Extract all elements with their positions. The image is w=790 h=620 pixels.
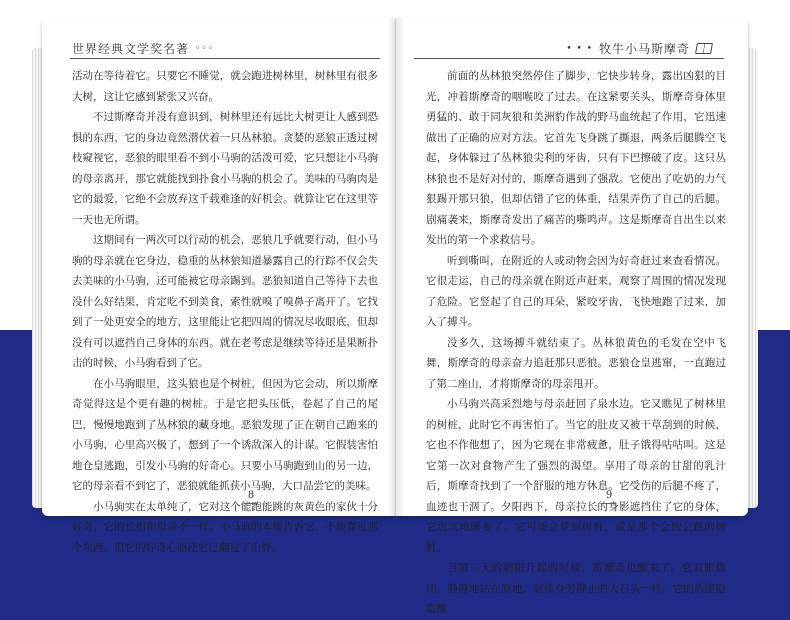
paragraph: 当第二天的朝阳升起的时候，斯摩奇也醒来了。它双眼微闭，静静地站在原地，就像身旁静止的大石头一样。它的后腿隐隐酸 [426, 562, 726, 615]
left-running-head [72, 40, 214, 57]
book-spine-gutter [386, 18, 406, 516]
left-header-rule [70, 58, 380, 59]
right-header-rule [414, 58, 724, 59]
right-running-head [566, 40, 712, 57]
right-body-text [426, 66, 726, 620]
left-page [42, 18, 396, 554]
paragraph: 小马驹兴高采烈地与母亲赶回了泉水边。它又瞧见了树林里的树桩，此时它不再害怕了。当它的肚皮又被干草刮到的时候，它也不作他想了，因为它现在非常疲惫，肚子饿得咕咕叫。这是它第一次对食物产生了强烈的渴望。享用了母亲的甘甜的乳汁后，斯摩奇找到了一个舒服的地方休息。它受伤的后腿不疼了，血迹也干涸了。夕阳西下，母亲拉长的身影遮挡住了它的身体，它沉沉地睡着了。它可能会梦到树桩，或是那个会跑会跳的树桩。 [426, 398, 726, 554]
left-body-text [72, 66, 378, 558]
ornament-icon: ◦◦◦ [195, 43, 214, 54]
paragraph: 不过斯摩奇并没有意识到，树林里还有远比大树更让人感到恐惧的东西，它的身边竟然潜伏着一只丛林狼。贪婪的恶狼正透过树枝窥视它，恶狼的眼里看不到小马驹的活泼可爱，它只想让小马驹的母亲离开，那它就能找到扑食小马驹的机会了。美味的马驹肉是它的最爱，它绝不会放弃这千载难逢的好机会。就算让它在这里等一天也无所谓。 [72, 111, 378, 226]
paragraph: 听到嘶叫，在附近的人或动物会因为好奇赶过来查看情况。它很走运，自己的母亲就在附近声赶来，观察了周围的情况发现了危险。它竖起了自己的耳朵，紧咬牙齿，飞快地跑了过来，加入了搏斗。 [426, 254, 726, 328]
page-number-right: 9 [594, 490, 624, 504]
running-head-title-left: 世界经典文学奖名著 [72, 42, 190, 56]
ornament-dots-icon: • • • [566, 43, 593, 54]
open-book-icon [695, 43, 713, 54]
paragraph: 没多久，这场搏斗就结束了。丛林狼黄色的毛发在空中飞舞，斯摩奇的母亲奋力追赶那只恶狼。恶狼仓皇逃窜，一直跑过了第二座山，才将斯摩奇的母亲甩开。 [426, 336, 726, 390]
right-page [396, 18, 748, 615]
running-head-title-right: 牧牛小马斯摩奇 [598, 42, 690, 56]
paragraph: 这期间有一两次可以行动的机会，恶狼几乎就要行动，但小马驹的母亲就在它身边，稳重的丛林狼知道暴露自己的行踪不仅会失去美味的小马驹，还可能被它母亲踢到。恶狼知道自己等待下去也没什么好结果，肯定吃不到美食，索性就嗅了嗅鼻子离开了。它找到了一处更安全的地方，这里能让它把四周的情况尽收眼底，但却没有可以遮挡自己身体的东西。就在老考虑是继续等待还是果断扑击的时候，小马驹看到了它。 [72, 234, 378, 369]
paragraph: 前面的丛林狼突然停住了脚步，它快步转身，露出凶狠的目光，冲着斯摩奇的咽喉咬了过去。在这紧要关头，斯摩奇身体里勇猛的、敢于同灰狼和美洲豹作战的野马血统起了作用，它迅速做出了正确的应对方法。它首先飞身跳了撕退，两条后腿腾空飞起，身体躲过了丛林狼尖利的牙齿，只有下巴擦破了皮。这只丛林狼也不是好对付的，斯摩奇遇到了强敌。它使出了吃奶的力气狠踢开那只狼，但却估错了它的体重，结果弄伤了自己的后腿。剧痛袭来，斯摩奇发出了痛苦的嘶鸣声。这是斯摩奇自出生以来发出的第一个求救信号。 [426, 70, 726, 246]
paragraph: 在小马驹眼里，这头狼也是个树桩，但因为它会动，所以斯摩奇觉得这是个更有趣的树桩。于是它把头压低，卷起了自己的尾巴，慢慢地跑到了丛林狼的藏身地。恶狼发现了正在朝自己跑来的小马驹，心里高兴极了，想到了一个诱敌深入的计谋。它假装害怕地仓皇逃跑，引发小马驹的好奇心。只要小马驹跑到山的另一边，它的母亲看不到它了，恶狼就能抓获小马驹，大口品尝它的美味。 [72, 377, 378, 492]
paragraph: 小马驹实在太单纯了，它对这个能跑能跳的灰黄色的家伙十分好奇，它的长相和母亲不一样。小马驹的本能告诉它，不能靠近那个东西。但它的好奇心驱使它已翻过了山脊。 [72, 500, 378, 554]
page-number-left: 8 [236, 490, 266, 504]
open-book [30, 8, 760, 615]
paragraph: 活动在等待着它。只要它不睡觉，就会跑进树林里，树林里有很多大树，这让它感到紧张又兴奋。 [72, 70, 378, 103]
